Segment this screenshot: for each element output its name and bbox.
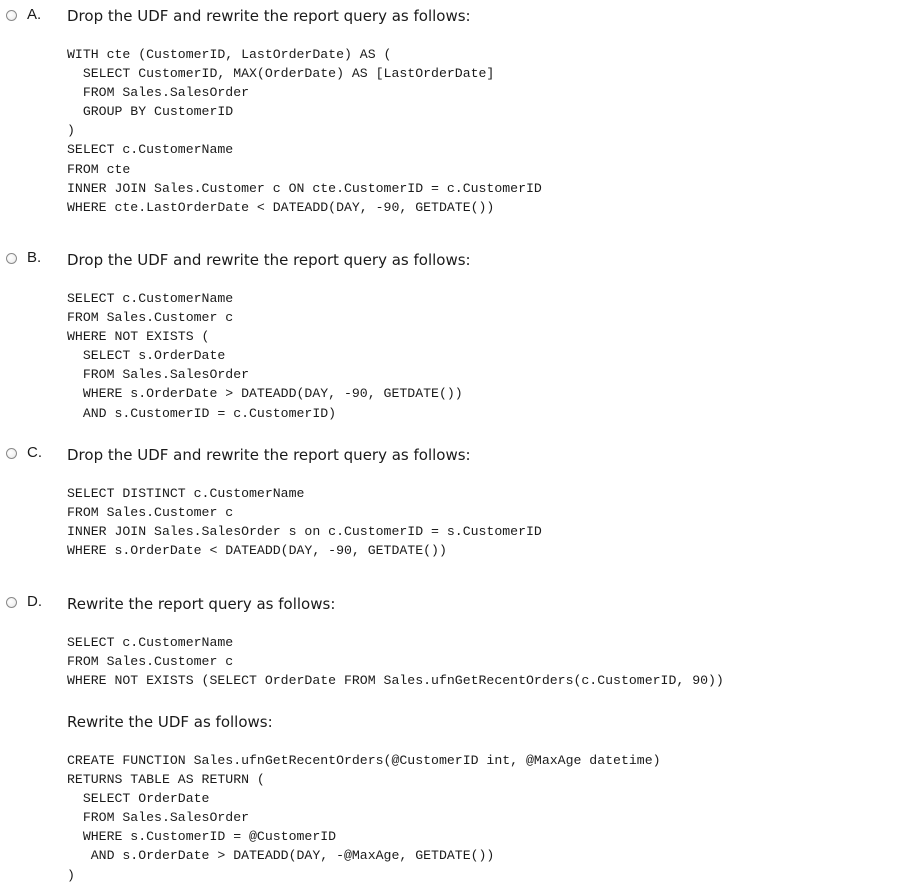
radio-option-b[interactable]	[6, 253, 17, 264]
code-block: SELECT c.CustomerName FROM Sales.Customer c WHERE NOT EXISTS ( SELECT s.OrderDate FROM Sales.SalesOrder WHERE s.OrderDate > DATEADD(DAY, -90, GETDATE()) AND s.CustomerID = c.CustomerID)	[67, 291, 463, 421]
option-letter: B.	[27, 249, 42, 266]
code-block: SELECT c.CustomerName FROM Sales.Customer c WHERE NOT EXISTS (SELECT OrderDate FROM Sales.ufnGetRecentOrders(c.CustomerID, 90))	[67, 635, 724, 689]
radio-option-d[interactable]	[6, 597, 17, 608]
option-instruction: Rewrite the report query as follows:	[67, 595, 336, 613]
option-letter: D.	[27, 593, 42, 610]
option-instruction-secondary: Rewrite the UDF as follows:	[67, 713, 273, 731]
option-instruction: Drop the UDF and rewrite the report query as follows:	[67, 446, 471, 464]
option-letter: A.	[27, 6, 42, 23]
radio-option-c[interactable]	[6, 448, 17, 459]
option-instruction: Drop the UDF and rewrite the report query as follows:	[67, 7, 471, 25]
code-block: WITH cte (CustomerID, LastOrderDate) AS ( SELECT CustomerID, MAX(OrderDate) AS [LastOrderDate] FROM Sales.SalesOrder GROUP BY CustomerID ) SELECT c.CustomerName FROM cte INNER JOIN Sales.Customer c ON cte.CustomerID = c.CustomerID WHERE cte.LastOrderDate < DATEADD(DAY, -90, GETDATE())	[67, 47, 542, 215]
code-block-secondary: CREATE FUNCTION Sales.ufnGetRecentOrders(@CustomerID int, @MaxAge datetime) RETURNS TABLE AS RETURN ( SELECT OrderDate FROM Sales.SalesOrder WHERE s.CustomerID = @CustomerID AND s.OrderDate > DATEADD(DAY, -@MaxAge, GETDATE()) )	[67, 753, 661, 883]
option-letter: C.	[27, 444, 42, 461]
code-block: SELECT DISTINCT c.CustomerName FROM Sales.Customer c INNER JOIN Sales.SalesOrder s on c.CustomerID = s.CustomerID WHERE s.OrderDate < DATEADD(DAY, -90, GETDATE())	[67, 486, 542, 559]
option-instruction: Drop the UDF and rewrite the report query as follows:	[67, 251, 471, 269]
radio-option-a[interactable]	[6, 10, 17, 21]
